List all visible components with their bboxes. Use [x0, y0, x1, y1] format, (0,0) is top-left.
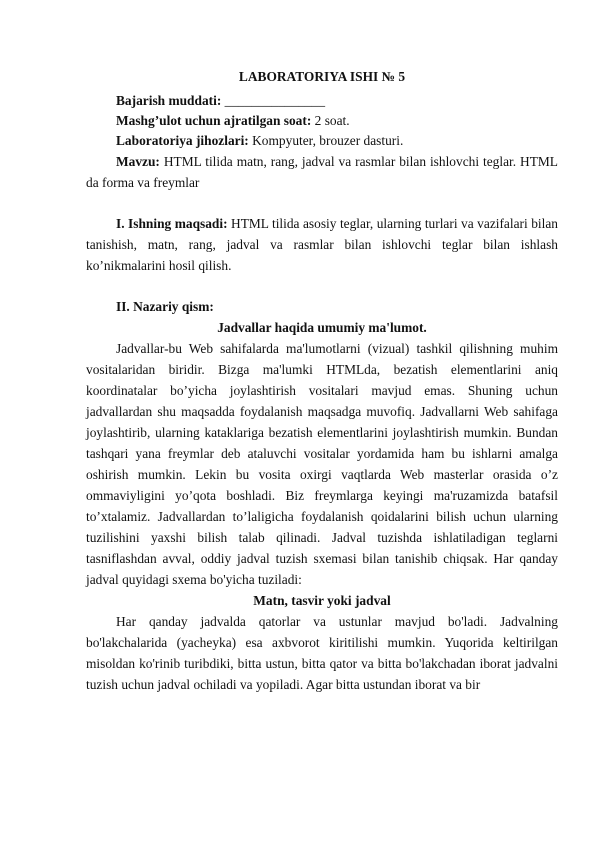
equipment-value: Kompyuter, brouzer dasturi.: [252, 133, 404, 149]
spacer: [86, 276, 558, 296]
theory-paragraph-1: Jadvallar-bu Web sahifalarda ma'lumotlarni (vizual) tashkil qilishning muhim vositalaridan biridir. Bizga ma'lumki HTMLda, bezatish elementlarini aniq koordinatalar bo’yicha joylashtirish vositalari mavjud emas. Shuning uchun jadvallardan shu maqsadda foydalanish maqsadga muvofiq. Jadvallarni Web sahifaga joylashtirib, ularning kataklariga bezatish elementlarini joylashtirish mumkin. Bundan tashqari yana freymlar deb ataluvchi vositalar yordamida ham bu ishlarni amalga oshirish mumkin. Lekin bu vosita oxirgi vaqtlarda Web masterlar orasida o’z ommaviyligini yo’qota boshladi. Biz freymlarga keyingi ma'ruzamizda batafsil to’xtalamiz. Jadvallardan to’laligicha foydalanish qoidalarini bilish uchun ularning tuzilishini yaxshi bilish talab qilinadi. Jadval tuzishda ishlatiladigan teglarni tasniflashdan avval, oddiy jadval tuzish sxemasi bilan tanishib chiqsak. Har qanday jadval quyidagi sxema bo'yicha tuziladi:: [86, 341, 558, 588]
topic-line: [86, 151, 558, 193]
deadline-value: _______________: [224, 93, 326, 109]
goal-text: HTML tilida asosiy teglar, ularning turlari va vazifalari bilan tanishish, matn, rang, jadval va rasmlar bilan ishlovchi teglar bilan ishlash ko’nikmalarini hosil qilish.: [86, 216, 558, 274]
goal-label: I. Ishning maqsadi:: [116, 216, 228, 232]
spacer: [86, 193, 558, 213]
deadline-label: Bajarish muddati:: [116, 93, 222, 109]
equipment-label: Laboratoriya jihozlari:: [116, 133, 249, 149]
hours-value: 2 soat.: [314, 113, 350, 129]
deadline-line: [86, 91, 558, 111]
equipment-line: [86, 131, 558, 151]
theory-subheading: Jadvallar haqida umumiy ma'lumot.: [217, 320, 427, 336]
document-page: [86, 54, 558, 695]
goal-paragraph: [86, 213, 558, 276]
page-title: LABORATORIYA ISHI № 5: [238, 69, 406, 85]
theory-subheading-2: Matn, tasvir yoki jadval: [253, 593, 391, 609]
hours-label: Mashg’ulot uchun ajratilgan soat:: [116, 113, 312, 129]
lab-meta: [86, 91, 558, 193]
theory-paragraph-2: Har qanday jadvalda qatorlar va ustunlar mavjud bo'ladi. Jadvalning bo'lakchalarida (yacheyka) esa axbvorot kiritilishi mumkin. Yuqorida keltirilgan misoldan ko'rinib turibdiki, bitta ustun, bitta qator va bitta bo'lakchadan iborat jadvalni tuzish uchun jadval ochiladi va yopiladi. Agar bitta ustundan iborat va bir: [86, 614, 558, 693]
hours-line: [86, 111, 558, 131]
topic-value: HTML tilida matn, rang, jadval va rasmlar bilan ishlovchi teglar. HTML da forma va freymlar: [86, 154, 558, 191]
topic-label: Mavzu:: [116, 154, 160, 170]
theory-section-heading: II. Nazariy qism:: [116, 299, 214, 315]
